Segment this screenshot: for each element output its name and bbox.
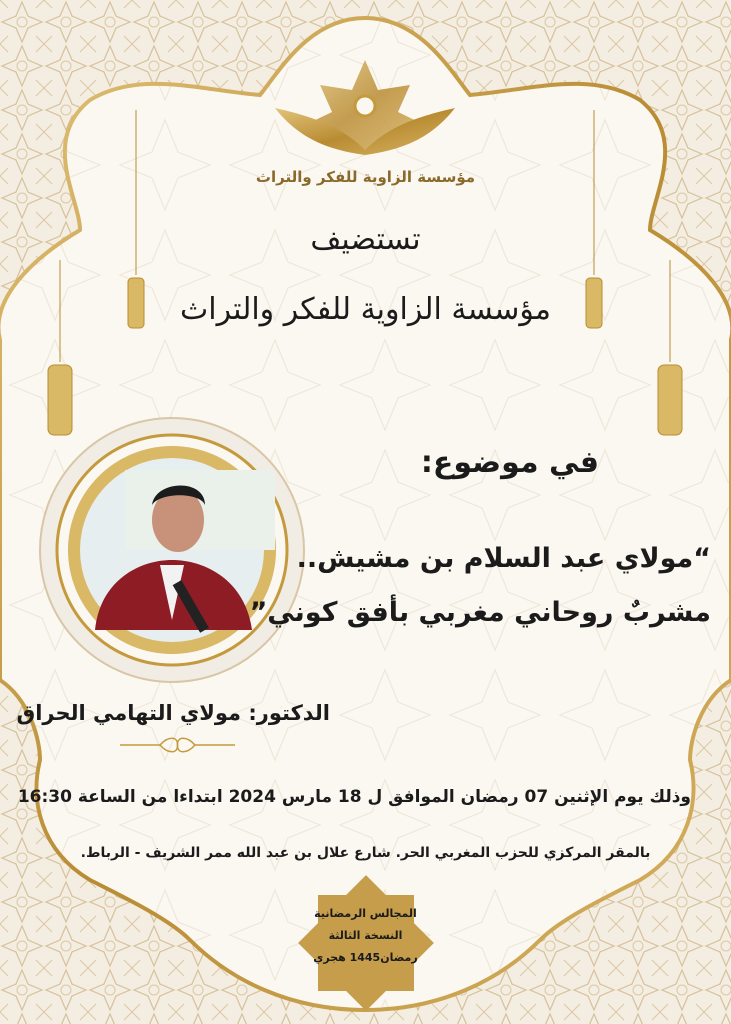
organization-logo-text: مؤسسة الزاوية للفكر والتراث bbox=[255, 168, 476, 186]
badge-hijri-year: رمضان1445 هجري bbox=[313, 951, 418, 964]
host-organization-name: مؤسسة الزاوية للفكر والتراث bbox=[180, 292, 551, 327]
event-venue-line: بالمقر المركزي للحزب المغربي الحر. شارع علال بن عبد الله ممر الشريف - الرباط. bbox=[80, 845, 651, 861]
badge-series-name: المجالس الرمضانية bbox=[314, 907, 417, 920]
topic-title-line-1: “مولاي عبد السلام بن مشيش.. bbox=[296, 543, 711, 574]
speaker-name: الدكتور: مولاي التهامي الحراق bbox=[16, 701, 330, 725]
event-date-line: وذلك يوم الإثنين 07 رمضان الموافق ل 18 مارس 2024 ابتداءا من الساعة 16:30 bbox=[17, 787, 691, 807]
topic-label: في موضوع: bbox=[420, 445, 599, 480]
topic-title-line-2: مشربٌ روحاني مغربي بأفق كوني” bbox=[249, 597, 711, 628]
hosts-label: تستضيف bbox=[310, 222, 421, 257]
event-badge bbox=[298, 875, 434, 1011]
badge-edition: النسخة الثالثة bbox=[328, 929, 403, 942]
